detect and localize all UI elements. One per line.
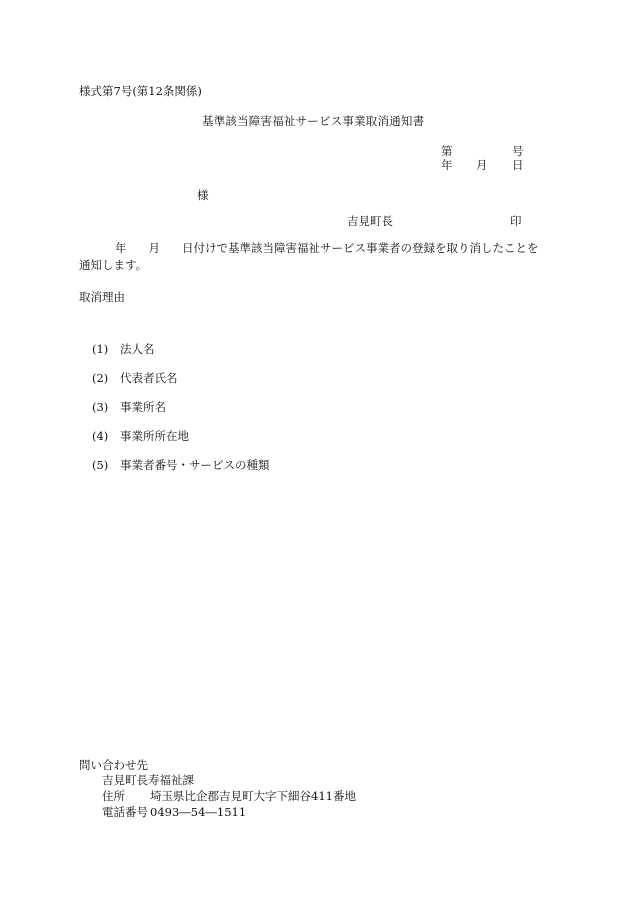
seal-mark: 印 [510,214,522,228]
item-label: 事業所所在地 [120,429,189,443]
body-sentence-line1: 日付けで基準該当障害福祉サービス事業者の登録を取り消したことを [182,241,539,255]
list-item [92,400,166,415]
body-sentence-line2: 通知します。 [79,258,148,272]
item-number: (2) [92,371,109,385]
contact-heading: 問い合わせ先 [79,758,148,772]
form-number: 様式第7号(第12条関係) [79,84,202,98]
contact-address-value: 埼玉県比企郡吉見町大字下細谷411番地 [150,789,356,803]
date-year-label: 年 [441,158,453,172]
date-month-label: 月 [476,158,488,172]
item-number: (4) [92,429,109,443]
body-month-label: 月 [148,241,160,255]
contact-phone-label: 電話番号 [102,805,148,819]
contact-address [102,789,356,804]
item-label: 事業所名 [120,400,166,414]
notice-body [79,240,559,274]
list-item [92,371,178,386]
recipient-honorific: 様 [197,188,209,202]
item-number: (3) [92,400,109,414]
contact-address-label: 住所 [102,789,125,803]
list-item [92,429,189,444]
item-number: (5) [92,458,109,472]
item-label: 事業者番号・サービスの種類 [120,458,270,472]
contact-phone [102,805,246,820]
item-label: 法人名 [120,342,155,356]
contact-phone-value: 0493―54―1511 [150,805,247,819]
document-number-prefix: 第 [441,144,453,158]
item-label: 代表者氏名 [120,371,178,385]
date-day-label: 日 [512,158,524,172]
list-item [92,342,155,357]
contact-department: 吉見町長寿福祉課 [102,773,194,787]
body-year-label: 年 [115,241,127,255]
document-title: 基準該当障害福祉サービス事業取消通知書 [202,114,425,128]
reason-heading: 取消理由 [79,290,125,304]
item-number: (1) [92,342,109,356]
issuer-name: 吉見町長 [347,214,393,228]
document-number-suffix: 号 [512,144,524,158]
list-item [92,458,270,473]
